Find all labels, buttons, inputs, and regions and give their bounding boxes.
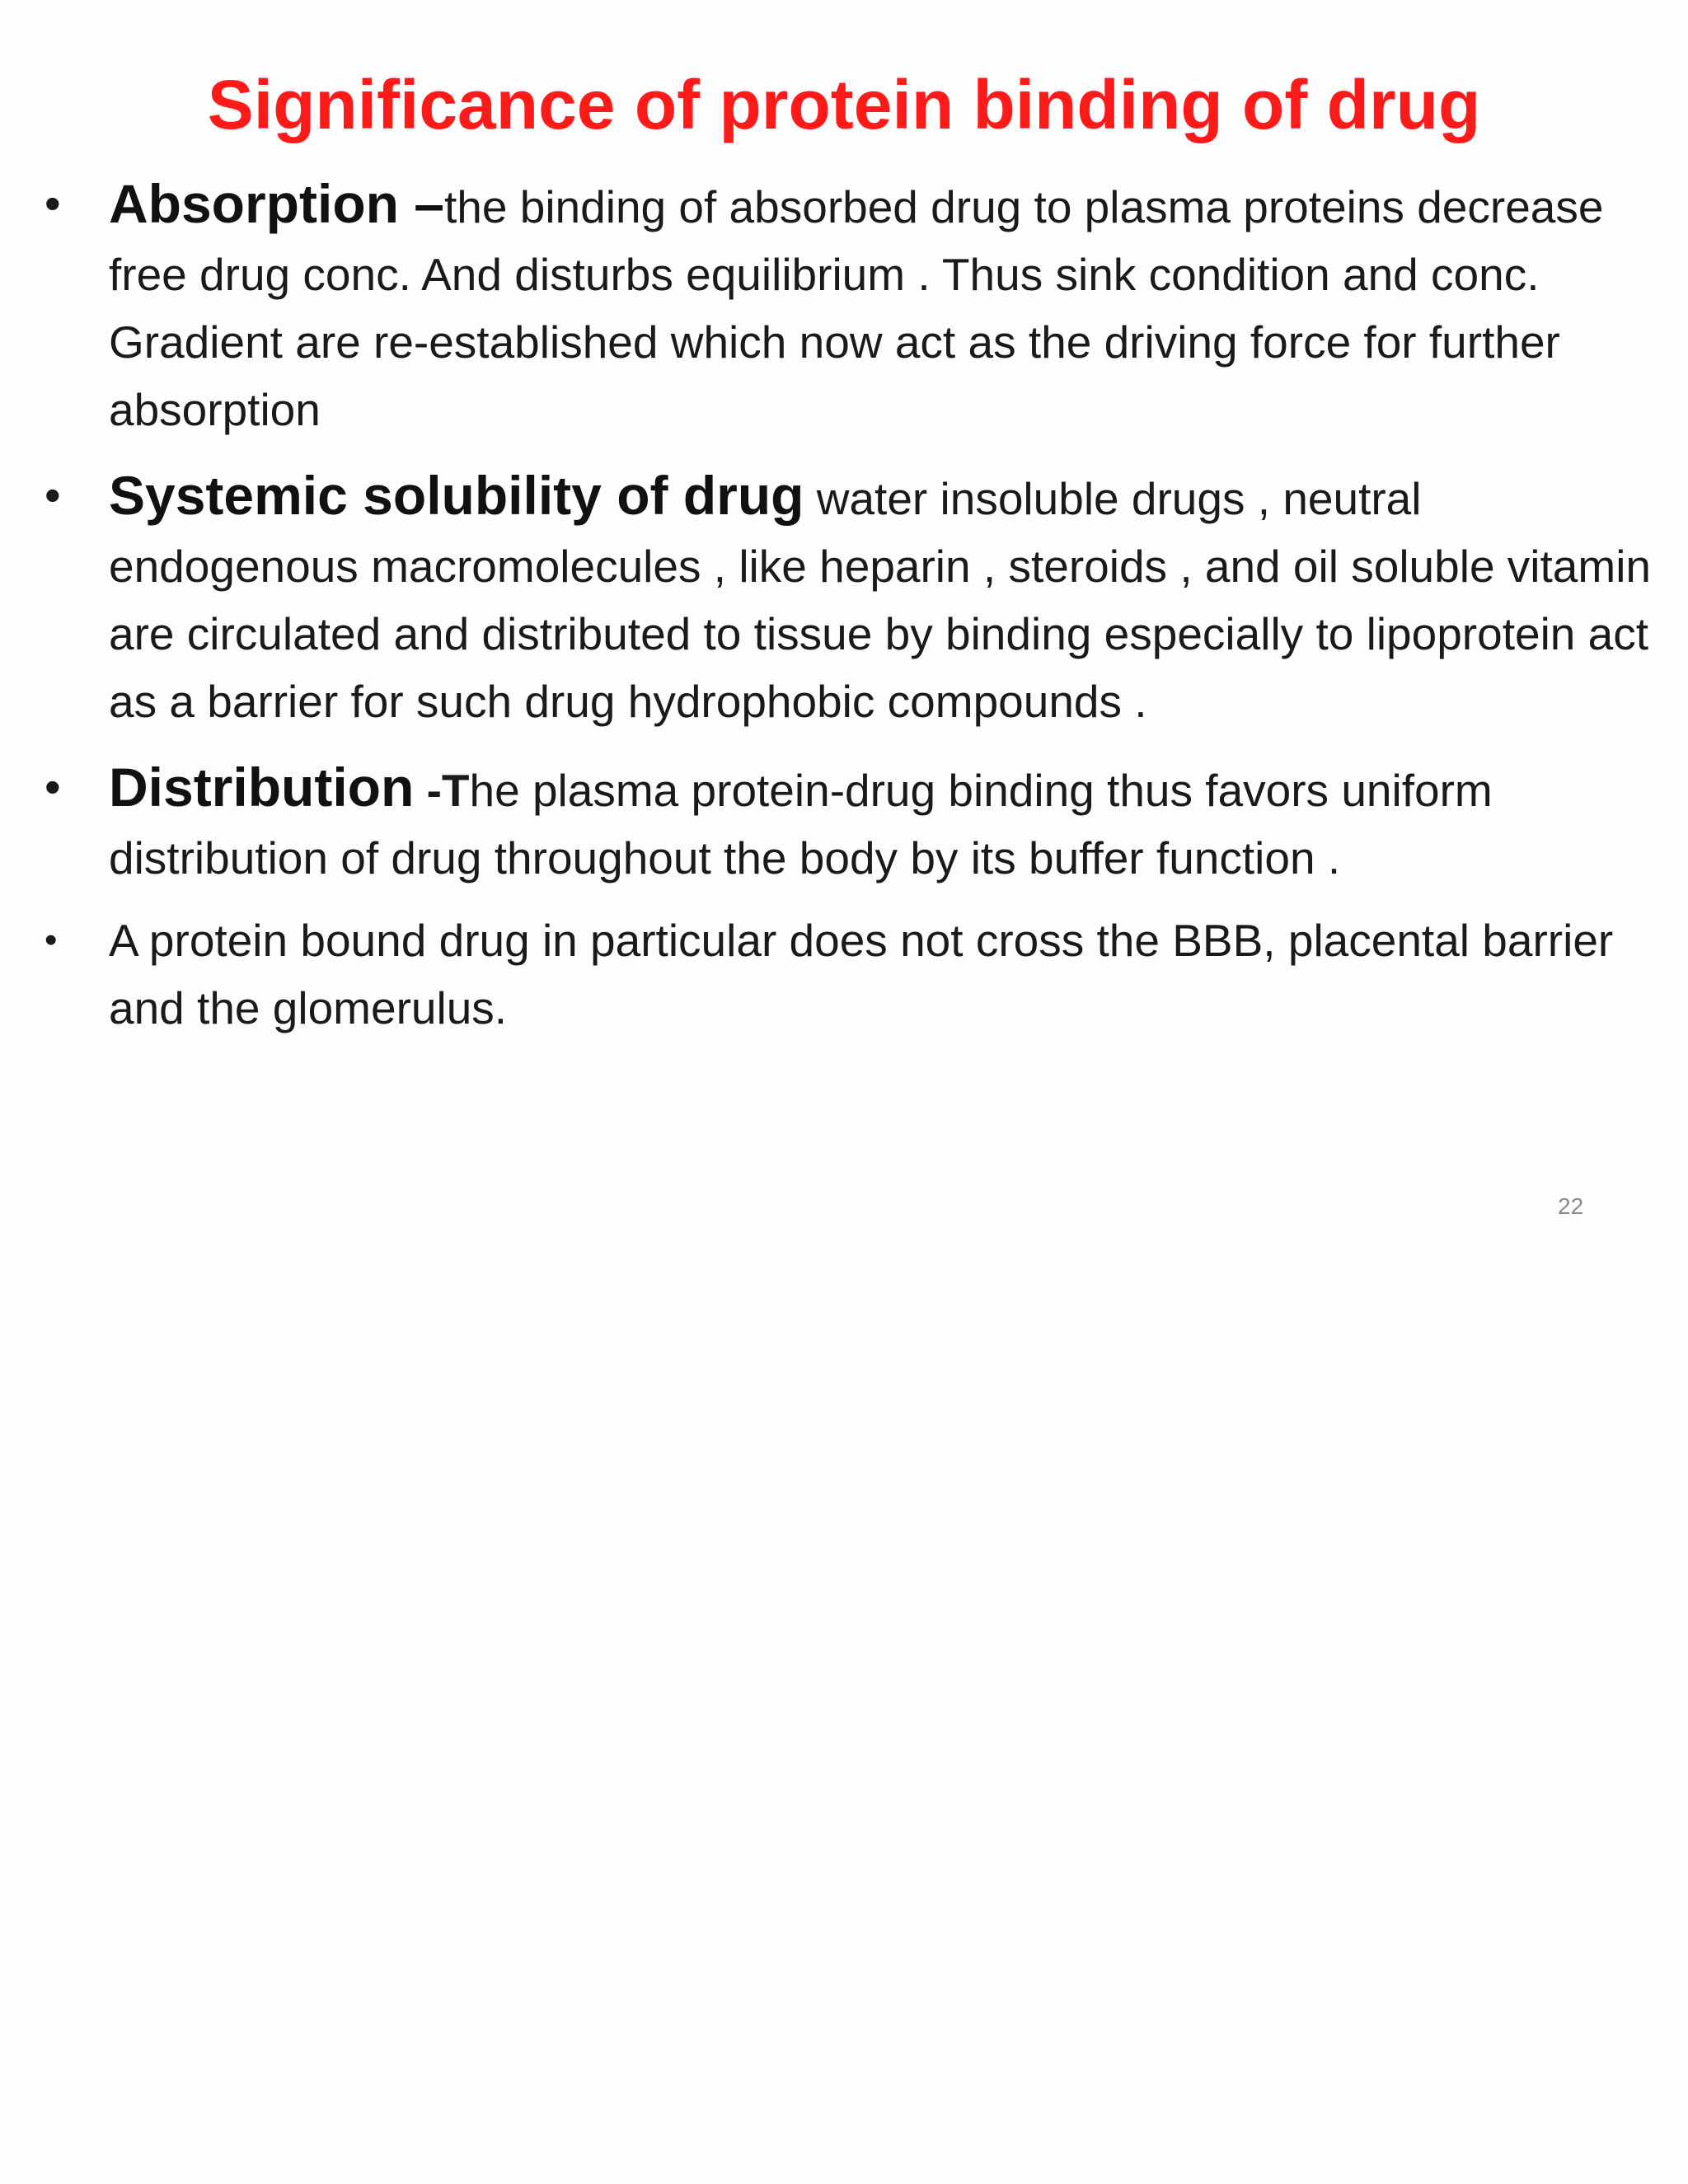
bullet-heading: Systemic solubility of drug — [109, 465, 804, 526]
bullet-distribution — [33, 753, 1673, 892]
bullet-text: water insoluble drugs , neutral endogenous macromolecules , like heparin , steroids , and oil soluble vitamin are circulated and distributed to tissue by binding especially to lipoprotein act as a barrier for such drug hydrophobic compounds . — [109, 473, 1652, 727]
bullet-text: the binding of absorbed drug to plasma proteins decrease free drug conc. And disturbs equilibrium . Thus sink condition and conc. Gradient are re-established which now act as the driving force for further absorption — [109, 181, 1604, 435]
page-number: 22 — [1558, 1193, 1584, 1219]
bullet-text: A protein bound drug in particular does not cross the BBB, placental barrier and the glomerulus. — [109, 915, 1614, 1033]
bullet-marker: • — [45, 920, 58, 960]
bullet-list — [33, 170, 1673, 1042]
bullet-text: he plasma protein-drug binding thus favors uniform distribution of drug throughout the body by its buffer function . — [109, 765, 1493, 883]
bullet-heading: Distribution — [109, 757, 415, 818]
bullet-marker: • — [45, 761, 61, 813]
bullet-heading-suffix: -T — [414, 765, 470, 816]
slide-title: Significance of protein binding of drug — [207, 66, 1481, 143]
bullet-absorption — [33, 170, 1673, 443]
bullet-systemic-solubility — [33, 462, 1673, 735]
bullet-marker: • — [45, 177, 61, 229]
bullet-heading: Absorption – — [109, 173, 444, 234]
bullet-protein-bound — [33, 907, 1673, 1042]
bullet-marker: • — [45, 469, 61, 521]
